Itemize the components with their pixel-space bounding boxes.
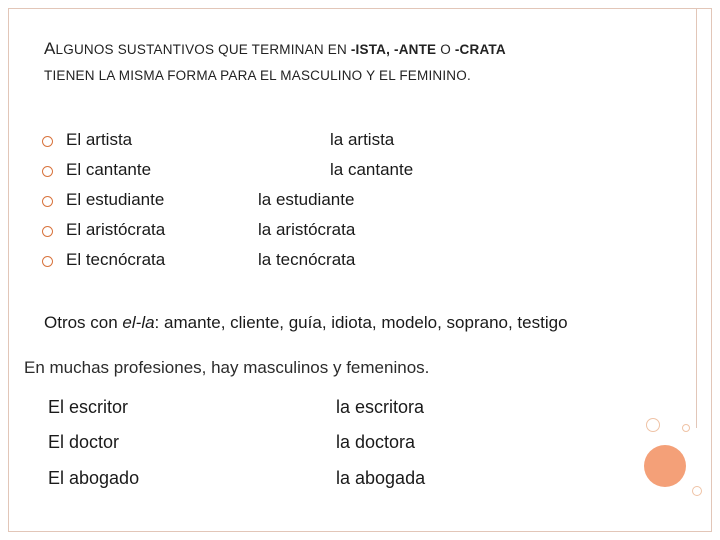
feminine-noun: la cantante bbox=[330, 160, 414, 179]
profession-masculine: El escritor bbox=[48, 397, 129, 417]
title-line1: LGUNOS SUSTANTIVOS QUE TERMINAN EN bbox=[55, 42, 351, 57]
circle-bullet-icon bbox=[42, 166, 53, 177]
ending-ista: -ISTA, bbox=[350, 42, 391, 57]
title-line2: TIENEN LA MISMA FORMA PARA EL MASCULINO Y EL FEMININO. bbox=[44, 68, 471, 83]
circle-bullet-icon bbox=[42, 226, 53, 237]
otros-emphasis: el-la bbox=[122, 313, 155, 332]
decorative-stripe bbox=[696, 8, 712, 428]
slide-title bbox=[44, 36, 664, 89]
circle-bullet-icon bbox=[42, 256, 53, 267]
title-connector: O bbox=[440, 42, 451, 57]
ending-crata: -CRATA bbox=[454, 42, 506, 57]
decorative-circle bbox=[646, 418, 660, 432]
masculine-noun: El aristócrata bbox=[66, 220, 166, 239]
title-first-letter: A bbox=[44, 39, 56, 58]
profession-masculine: El abogado bbox=[48, 468, 140, 488]
masculine-noun: El tecnócrata bbox=[66, 250, 166, 269]
ending-ante: -ANTE bbox=[394, 42, 437, 57]
circle-bullet-icon bbox=[42, 136, 53, 147]
feminine-noun: la aristócrata bbox=[258, 220, 356, 239]
decorative-circle bbox=[692, 486, 702, 496]
decorative-circle-accent bbox=[644, 445, 686, 487]
otros-list: : amante, cliente, guía, idiota, modelo, soprano, testigo bbox=[154, 313, 568, 332]
profession-feminine: la escritora bbox=[336, 397, 425, 417]
feminine-noun: la tecnócrata bbox=[258, 250, 356, 269]
circle-bullet-icon bbox=[42, 196, 53, 207]
profession-masculine: El doctor bbox=[48, 432, 120, 452]
masculine-noun: El estudiante bbox=[66, 190, 165, 209]
other-examples bbox=[44, 312, 644, 334]
decorative-circle bbox=[682, 424, 690, 432]
masculine-noun: El cantante bbox=[66, 160, 152, 179]
feminine-noun: la artista bbox=[330, 130, 395, 149]
profession-feminine: la abogada bbox=[336, 468, 426, 488]
feminine-noun: la estudiante bbox=[258, 190, 355, 209]
masculine-noun: El artista bbox=[66, 130, 133, 149]
professions-note: En muchas profesiones, hay masculinos y femeninos. bbox=[24, 358, 430, 377]
profession-feminine: la doctora bbox=[336, 432, 416, 452]
otros-prefix: Otros con bbox=[44, 313, 123, 332]
